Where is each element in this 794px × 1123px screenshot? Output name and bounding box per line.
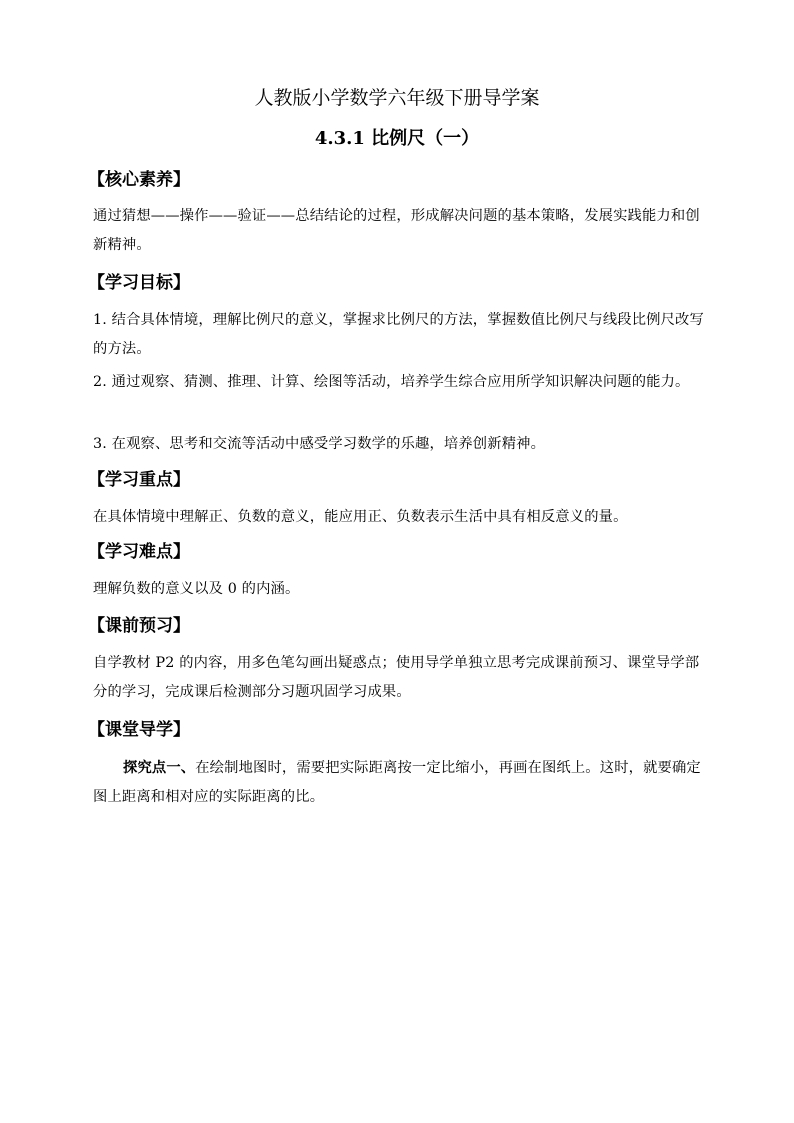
heading-difficulties: 【学习难点】 (88, 542, 190, 562)
goal-item-1: 1. 结合具体情境，理解比例尺的意义，掌握求比例尺的方法，掌握数值比例尺与线段比例尺改写的方法。 (93, 312, 704, 357)
difficulties-text: 理解负数的意义以及 0 的内涵。 (93, 581, 300, 597)
explore-point-label: 探究点一、 (123, 760, 196, 776)
heading-core-literacy: 【核心素养】 (88, 170, 190, 190)
explore-point-paragraph (93, 754, 705, 812)
key-points-text: 在具体情境中理解正、负数的意义，能应用正、负数表示生活中具有相反意义的量。 (93, 509, 628, 525)
heading-preview: 【课前预习】 (88, 616, 190, 636)
goal-item-2: 2. 通过观察、猜测、推理、计算、绘图等活动，培养学生综合应用所学知识解决问题的能力。 (93, 374, 690, 390)
document-title: 人教版小学数学六年级下册导学案 (254, 87, 540, 109)
heading-class-guide: 【课堂导学】 (88, 720, 190, 740)
goal-item-3: 3. 在观察、思考和交流等活动中感受学习数学的乐趣，培养创新精神。 (93, 436, 546, 452)
preview-text: 自学教材 P2 的内容，用多色笔勾画出疑惑点；使用导学单独立思考完成课前预习、课堂导学部分的学习，完成课后检测部分习题巩固学习成果。 (93, 655, 700, 700)
explore-point-text: 在绘制地图时，需要把实际距离按一定比缩小，再画在图纸上。这时，就要确定图上距离和相对应的实际距离的比。 (93, 760, 701, 805)
core-literacy-text: 通过猜想——操作——验证——总结结论的过程，形成解决问题的基本策略，发展实践能力和创新精神。 (93, 208, 700, 253)
heading-key-points: 【学习重点】 (88, 470, 190, 490)
heading-learning-goals: 【学习目标】 (88, 273, 190, 293)
lesson-title: 4.3.1 比例尺（一） (314, 128, 480, 149)
